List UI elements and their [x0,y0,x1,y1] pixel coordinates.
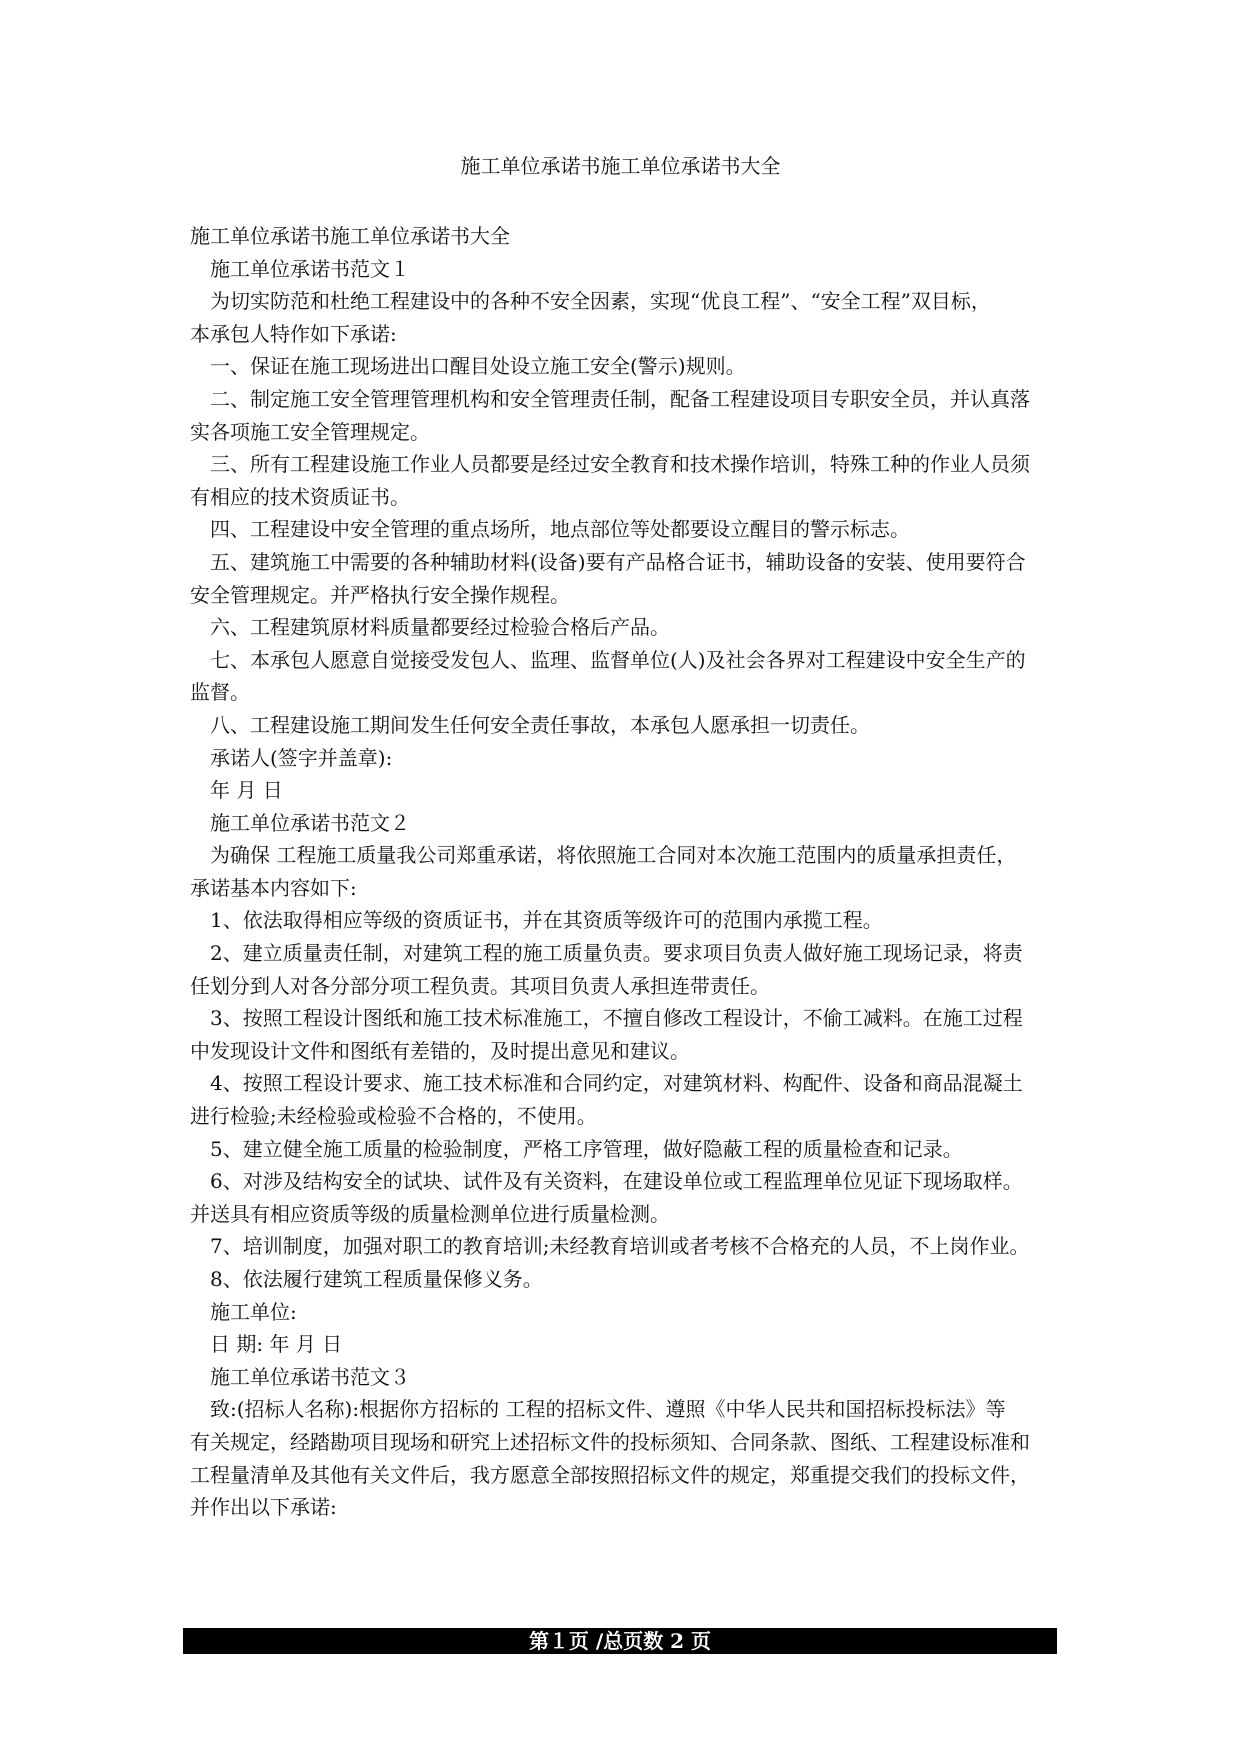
text-line: 施工单位承诺书施工单位承诺书大全 [190,224,510,248]
text-line: 二、制定施工安全管理管理机构和安全管理责任制，配备工程建设项目专职安全员，并认真落 [210,386,1030,411]
text-line: 日 期: 年 月 日 [210,1332,343,1357]
text-line: 承诺基本内容如下: [190,875,357,900]
text-line: 实各项施工安全管理规定。 [190,419,430,444]
text-line: 本承包人特作如下承诺: [190,321,397,346]
text-line: 三、所有工程建设施工作业人员都要是经过安全教育和技术操作培训，特殊工种的作业人员须 [210,452,1030,477]
document-body [190,220,1070,1524]
text-line: 年 月 日 [210,778,283,803]
text-line: 安全管理规定。并严格执行安全操作规程。 [190,582,570,607]
text-line: 施工单位: [210,1299,297,1324]
text-line: 4、按照工程设计要求、施工技术标准和合同约定，对建筑材料、构配件、设备和商品混凝土 [210,1071,1023,1096]
text-line: 一、保证在施工现场进出口醒目处设立施工安全(警示)规则。 [210,354,746,379]
text-line: 8、依法履行建筑工程质量保修义务。 [210,1267,543,1291]
text-line: 为确保 工程施工质量我公司郑重承诺，将依照施工合同对本次施工范围内的质量承担责任， [210,843,1017,868]
text-line: 5、建立健全施工质量的检验制度，严格工序管理，做好隐蔽工程的质量检查和记录。 [210,1136,963,1161]
text-line: 并作出以下承诺: [190,1495,337,1520]
text-line: 工程量清单及其他有关文件后，我方愿意全部按照招标文件的规定，郑重提交我们的投标文件， [190,1462,1030,1487]
text-line: 致:(招标人名称):根据你方招标的 工程的招标文件、遵照《中华人民共和国招标投标法》等 [210,1397,1006,1422]
text-line: 有关规定，经踏勘项目现场和研究上述招标文件的投标须知、合同条款、图纸、工程建设标准和 [190,1429,1030,1454]
text-line: 五、建筑施工中需要的各种辅助材料(设备)要有产品格合证书，辅助设备的安装、使用要符合 [210,549,1026,574]
text-line: 施工单位承诺书范文３ [210,1364,410,1389]
text-line: 七、本承包人愿意自觉接受发包人、监理、监督单位(人)及社会各界对工程建设中安全生产的 [210,647,1026,672]
text-line: 3、按照工程设计图纸和施工技术标准施工，不擅自修改工程设计，不偷工减料。在施工过程 [210,1006,1023,1031]
text-line: 施工单位承诺书范文２ [210,810,410,835]
text-line: 中发现设计文件和图纸有差错的，及时提出意见和建议。 [190,1038,690,1063]
text-line: 承诺人(签字并盖章): [210,745,393,770]
text-line: 进行检验;未经检验或检验不合格的，不使用。 [190,1104,597,1129]
text-line: 为切实防范和杜绝工程建设中的各种不安全因素，实现“优良工程”、“安全工程”双目标， [210,289,991,314]
text-line: 有相应的技术资质证书。 [190,484,410,509]
text-line: 2、建立质量责任制，对建筑工程的施工质量负责。要求项目负责人做好施工现场记录，将责 [210,941,1023,966]
page-title: 施工单位承诺书施工单位承诺书大全 [460,154,781,178]
text-line: 施工单位承诺书范文１ [210,256,410,281]
text-line: 任划分到人对各分部分项工程负责。其项目负责人承担连带责任。 [190,973,770,998]
text-line: 6、对涉及结构安全的试块、试件及有关资料，在建设单位或工程监理单位见证下现场取样。 [210,1169,1023,1194]
text-line: 监督。 [190,680,250,705]
text-line: 并送具有相应资质等级的质量检测单位进行质量检测。 [190,1201,670,1226]
footer-bar [183,1628,1057,1654]
text-line: 八、工程建设施工期间发生任何安全责任事故，本承包人愿承担一切责任。 [210,712,870,737]
text-line: 7、培训制度，加强对职工的教育培训;未经教育培训或者考核不合格充的人员，不上岗作业。 [210,1234,1030,1259]
page-number: 第１页 /总页数 2 页 [528,1629,712,1653]
text-line: 1、依法取得相应等级的资质证书，并在其资质等级许可的范围内承揽工程。 [210,908,883,933]
text-line: 四、工程建设中安全管理的重点场所，地点部位等处都要设立醒目的警示标志。 [210,517,910,542]
text-line: 六、工程建筑原材料质量都要经过检验合格后产品。 [210,615,670,640]
